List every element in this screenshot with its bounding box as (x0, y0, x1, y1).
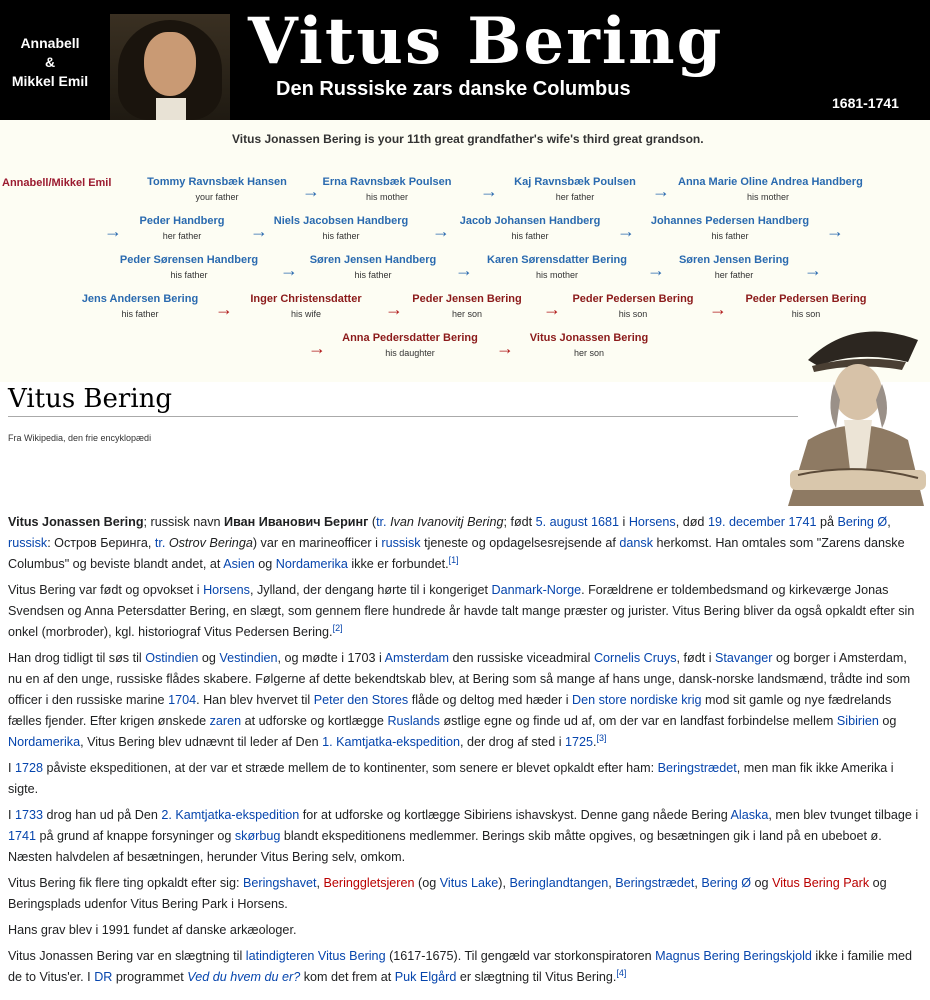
person-role: his father (170, 270, 208, 280)
text-run: er slægtning til Vitus Bering. (456, 970, 617, 984)
text-run: ) var en marineofficer i (252, 536, 382, 550)
text-run: ; russisk navn (143, 515, 225, 529)
person-role: her son (573, 348, 605, 358)
text-run: I (8, 808, 15, 822)
person-role: his wife (290, 309, 321, 319)
tree-node[interactable] (99, 254, 279, 280)
article-paragraph (8, 648, 920, 753)
tree-node[interactable] (377, 293, 557, 319)
arrow-right-icon: → (804, 260, 822, 280)
banner-subtitle: Den Russiske zars danske Columbus (276, 78, 631, 100)
text-run: Vitus Bering fik flere ting opkaldt efter sig: (8, 876, 243, 890)
text-run: , og mødte i 1703 i (277, 651, 385, 665)
tree-node[interactable] (297, 176, 477, 202)
arrow-right-icon: → (826, 221, 844, 241)
text-run: (1617-1675). Til gengæld var storkonspiratoren (385, 949, 656, 963)
person-name[interactable]: Peder Pedersen Bering (572, 293, 694, 305)
arrow-right-icon: → (617, 221, 635, 241)
tree-node[interactable] (283, 254, 463, 280)
text-run: , men man fik ikke Amerika i sigte. (8, 761, 894, 796)
wiki-link[interactable]: Stavanger (715, 651, 773, 665)
tree-node[interactable] (543, 293, 723, 319)
person-name[interactable]: Peder Handberg (139, 215, 225, 227)
wiki-link[interactable]: Bering Ø (837, 515, 888, 529)
arrow-right-icon: → (302, 181, 320, 201)
person-name[interactable]: Søren Jensen Handberg (309, 254, 437, 266)
wiki-link[interactable]: 1741 (788, 515, 817, 529)
arrow-right-icon: → (480, 181, 498, 201)
person-name[interactable]: Peder Jensen Bering (412, 293, 522, 305)
wiki-link[interactable]: Danmark-Norge (491, 583, 582, 597)
person-role: his mother (365, 192, 409, 202)
wiki-link[interactable]: russisk (381, 536, 421, 550)
wiki-link[interactable]: 1725 (565, 735, 594, 749)
person-role: his mother (535, 270, 579, 280)
header-banner (0, 0, 930, 120)
bold-text: Vitus Jonassen Bering (8, 515, 144, 529)
wiki-redlink[interactable]: Beringgletsjeren (323, 876, 415, 890)
arrow-right-icon: → (308, 338, 326, 358)
person-name[interactable]: Søren Jensen Bering (678, 254, 790, 266)
viewer-names (8, 34, 92, 91)
wiki-link[interactable]: latindigteren Vitus Bering (245, 949, 386, 963)
wiki-link[interactable]: Sibirien (836, 714, 879, 728)
text-run: mod sit gamle og nye fædrelands fælles fjender. Efter krigen ønskede (8, 693, 892, 728)
person-name[interactable]: Niels Jacobsen Handberg (273, 215, 409, 227)
text-run: , død (675, 515, 708, 529)
text-run: at udforske og kortlægge (241, 714, 388, 728)
footnote-link[interactable]: [1] (448, 554, 459, 565)
wiki-link[interactable]: 1728 (15, 761, 44, 775)
tree-node[interactable] (644, 254, 824, 280)
person-role: her son (451, 309, 483, 319)
tree-node[interactable] (678, 176, 863, 202)
person-name[interactable]: Karen Sørensdatter Bering (487, 254, 627, 266)
tree-node[interactable] (216, 293, 396, 319)
tree-node[interactable] (640, 215, 820, 241)
text-run: , Jylland, der dengang hørte til i kongeriget (249, 583, 492, 597)
text-run: , (316, 876, 324, 890)
tree-node[interactable] (499, 332, 679, 358)
wiki-link[interactable]: russisk (8, 536, 48, 550)
text-run: Han drog tidligt til søs til (8, 651, 146, 665)
text-run: kom det frem at (300, 970, 395, 984)
wiki-link[interactable]: Ruslands (387, 714, 440, 728)
article-title: Vitus Bering (8, 384, 798, 417)
wiki-link[interactable]: Den store nordiske krig (572, 693, 702, 707)
person-role: your father (195, 192, 239, 202)
footnote-ref (449, 555, 459, 565)
tree-node[interactable] (127, 176, 307, 202)
wiki-link[interactable]: Beringstrædet (657, 761, 737, 775)
wiki-link[interactable]: dansk (619, 536, 654, 550)
text-run: ), (498, 876, 510, 890)
names-line1: Annabell (20, 35, 80, 51)
person-name[interactable]: Peder Sørensen Handberg (119, 254, 259, 266)
banner-title: Vitus Bering (248, 4, 724, 79)
wiki-link[interactable]: 2. Kamtjatka-ekspedition (161, 808, 300, 822)
wiki-link[interactable]: Bering Ø (701, 876, 752, 890)
wiki-link[interactable]: Alaska (730, 808, 769, 822)
footnote-link[interactable]: [3] (596, 732, 607, 743)
person-role: her father (555, 192, 595, 202)
text-run: tjeneste og opdagelsesrejsende af (420, 536, 620, 550)
wiki-link[interactable]: 1733 (15, 808, 44, 822)
footnote-link[interactable]: [4] (616, 967, 627, 978)
arrow-right-icon: → (250, 221, 268, 241)
article-paragraph (8, 873, 920, 915)
text-run: : Остров Беринга, (47, 536, 155, 550)
relation-statement: Vitus Jonassen Bering is your 11th great grandfather's wife's third great grandson. (232, 132, 704, 146)
person-role: his father (354, 270, 392, 280)
names-line3: Mikkel Emil (11, 73, 89, 89)
tree-node[interactable] (320, 332, 500, 358)
arrow-right-icon: → (652, 181, 670, 201)
wiki-link[interactable]: Horsens (628, 515, 676, 529)
person-role: his daughter (385, 348, 435, 358)
wiki-link[interactable]: Beringlandtangen (509, 876, 609, 890)
wiki-link[interactable]: tr. (154, 536, 166, 550)
person-role: her father (162, 231, 202, 241)
wiki-link[interactable]: Cornelis Cruys (593, 651, 677, 665)
text-run: Vitus Jonassen Bering var en slægtning til (8, 949, 246, 963)
text-run: ikke er forbundet. (347, 557, 449, 571)
person-name[interactable]: Kaj Ravnsbæk Poulsen (514, 176, 636, 188)
footnote-ref (597, 733, 607, 743)
tree-node[interactable] (485, 176, 665, 202)
person-role: his father (121, 309, 159, 319)
wiki-link[interactable]: 1. Kamtjatka-ekspedition (322, 735, 460, 749)
person-role: his father (511, 231, 549, 241)
footnote-ref (333, 623, 343, 633)
article-paragraph (8, 805, 920, 868)
names-line2: & (44, 54, 56, 70)
text-run: ( (368, 515, 377, 529)
wiki-link[interactable]: Ostindien (145, 651, 199, 665)
root-person[interactable]: Annabell/Mikkel Emil (2, 177, 112, 189)
text-run: Vitus Bering var født og opvokset i (8, 583, 204, 597)
person-name[interactable]: Anna Pedersdatter Bering (342, 332, 478, 344)
person-name[interactable]: Inger Christensdatter (250, 293, 362, 305)
text-run: flåde og deltog med hæder i (408, 693, 573, 707)
person-name[interactable]: Anna Marie Oline Andrea Handberg (678, 176, 863, 188)
italic-text: Ostrov Beringa (168, 536, 253, 550)
wiki-link[interactable]: Amsterdam (384, 651, 450, 665)
text-run: , men blev tvunget tilbage i (768, 808, 919, 822)
text-run: , (694, 876, 702, 890)
text-run: , (608, 876, 616, 890)
wiki-link[interactable]: 19. december (707, 515, 785, 529)
footnote-link[interactable]: [2] (332, 622, 343, 633)
text-run: og (878, 714, 897, 728)
arrow-right-icon: → (496, 338, 514, 358)
captain-illustration (778, 320, 928, 506)
text-run: påviste ekspeditionen, at der var et stræde mellem de to kontinenter, som senere er blevet opkaldt efter ham: (43, 761, 658, 775)
text-run: , der drog af sted i (459, 735, 565, 749)
text-run: i (619, 515, 629, 529)
person-role: his father (711, 231, 749, 241)
text-run: østlige egne og finde ud af, om der var en landfast forbindelse mellem (439, 714, 837, 728)
person-name[interactable]: Jacob Johansen Handberg (459, 215, 601, 227)
text-run: , (887, 515, 891, 529)
text-run: drog han ud på Den (43, 808, 162, 822)
text-run: . (593, 735, 597, 749)
person-name[interactable]: Peder Pedersen Bering (745, 293, 867, 305)
article-paragraph (8, 920, 920, 941)
article-paragraph (8, 758, 920, 800)
text-run: . Forældrene er toldembedsmand og kirkeværge Jonas Svendsen og Anna Petersdatter Bering, en slægt, som gennem flere hundrede år havde talt mange præster og jurister. Vitus Bering bliver da også opkaldt efter sin onkel (morbroder), kgl. historiograf Vitus Pedersen Bering. (8, 583, 915, 639)
wiki-link[interactable]: Beringshavet (242, 876, 317, 890)
person-role: her father (714, 270, 754, 280)
text-run: for at udforske og kortlægge Sibiriens ishavskyst. Denne gang nåede Bering (299, 808, 731, 822)
wiki-link[interactable]: Asien (223, 557, 255, 571)
text-run: . Han blev hvervet til (196, 693, 314, 707)
text-run: på (816, 515, 838, 529)
tree-node[interactable] (92, 215, 272, 241)
article-paragraph (8, 946, 920, 988)
wiki-link[interactable]: Horsens (203, 583, 250, 597)
tree-node[interactable] (440, 215, 620, 241)
wiki-link[interactable]: 1741 (8, 829, 37, 843)
wiki-link[interactable]: Vitus Lake (439, 876, 499, 890)
arrow-right-icon: → (455, 260, 473, 280)
wiki-link[interactable]: 5. august (535, 515, 588, 529)
person-name[interactable]: Vitus Jonassen Bering (529, 332, 649, 344)
bold-text: Иван Иванович Беринг (224, 515, 369, 529)
text-run: programmet (112, 970, 188, 984)
person-role: his son (618, 309, 648, 319)
wiki-link[interactable]: zaren (209, 714, 242, 728)
wiki-link[interactable]: Magnus Bering Beringskjold (655, 949, 812, 963)
person-name[interactable]: Johannes Pedersen Handberg (650, 215, 810, 227)
person-role: his mother (746, 192, 790, 202)
tree-node[interactable] (50, 293, 230, 319)
article-body (8, 512, 920, 993)
wiki-link[interactable]: 1704 (168, 693, 197, 707)
text-run: og (751, 876, 773, 890)
arrow-right-icon: → (215, 299, 233, 319)
footnote-ref (616, 968, 626, 978)
person-name[interactable]: Tommy Ravnsbæk Hansen (147, 176, 287, 188)
text-run: på grund af knappe forsyninger og (36, 829, 235, 843)
text-run: og Beringsplads udenfor Vitus Bering Park i Horsens. (8, 876, 887, 911)
text-run: I (8, 761, 15, 775)
wiki-redlink[interactable]: Vitus Bering Park (772, 876, 870, 890)
wiki-link[interactable]: Nordamerika (8, 735, 81, 749)
arrow-right-icon: → (709, 299, 727, 319)
wiki-link[interactable]: 1681 (591, 515, 620, 529)
text-run: , født i (676, 651, 716, 665)
wiki-link[interactable]: tr. (376, 515, 387, 529)
wiki-link[interactable]: Peter den Stores (313, 693, 409, 707)
text-run: Hans grav blev i 1991 fundet af danske arkæologer. (8, 923, 297, 937)
arrow-right-icon: → (385, 299, 403, 319)
text-run: blandt ekspeditionens medlemmer. Berings skib måtte opgives, og besætningen gik i land på en ubeboet ø. Næsten halvdelen af besætningen, herunder Vitus Bering selv, omkom. (8, 829, 882, 864)
tree-node[interactable] (251, 215, 431, 241)
arrow-right-icon: → (543, 299, 561, 319)
wiki-link[interactable]: Nordamerika (275, 557, 348, 571)
text-run: og (198, 651, 220, 665)
wiki-link[interactable]: Vestindien (219, 651, 278, 665)
person-role: his son (791, 309, 821, 319)
text-run: ; født (503, 515, 536, 529)
portrait-image (110, 14, 230, 120)
text-run: den russiske viceadmiral (449, 651, 594, 665)
person-name[interactable]: Erna Ravnsbæk Poulsen (322, 176, 452, 188)
text-run: , Vitus Bering blev udnævnt til leder af Den (80, 735, 323, 749)
person-role: his father (322, 231, 360, 241)
text-run: ikke i familie med de to Vitus'er. I (8, 949, 912, 984)
wiki-link[interactable]: Ved du hvem du er? (187, 970, 301, 984)
text-run: herkomst. Han omtales som "Zarens danske Columbus" og beviste blandt andet, at (8, 536, 905, 571)
italic-text: Ivan Ivanovitj Bering (390, 515, 504, 529)
article-paragraph (8, 580, 920, 643)
tree-node[interactable] (467, 254, 647, 280)
person-name[interactable]: Jens Andersen Bering (81, 293, 199, 305)
text-run: og (254, 557, 276, 571)
life-years: 1681-1741 (832, 95, 899, 111)
wiki-link[interactable]: DR (94, 970, 113, 984)
wiki-link[interactable]: Beringstrædet (615, 876, 695, 890)
text-run: (og (414, 876, 440, 890)
arrow-right-icon: → (647, 260, 665, 280)
wiki-link[interactable]: skørbug (234, 829, 281, 843)
article-paragraph (8, 512, 920, 575)
tree-node[interactable] (716, 293, 896, 319)
arrow-right-icon: → (432, 221, 450, 241)
article-source: Fra Wikipedia, den frie encyklopædi (8, 433, 152, 443)
wiki-link[interactable]: Puk Elgård (394, 970, 457, 984)
arrow-right-icon: → (280, 260, 298, 280)
arrow-right-icon: → (104, 221, 122, 241)
text-run: og borger i Amsterdam, nu en af den unge, russiske flådes skabere. Følgerne af dette bekendtskab blev, at Bering som så mange af hans unge, dansk-norske landsmænd, trådte ind som officer i den russiske marine (8, 651, 911, 707)
